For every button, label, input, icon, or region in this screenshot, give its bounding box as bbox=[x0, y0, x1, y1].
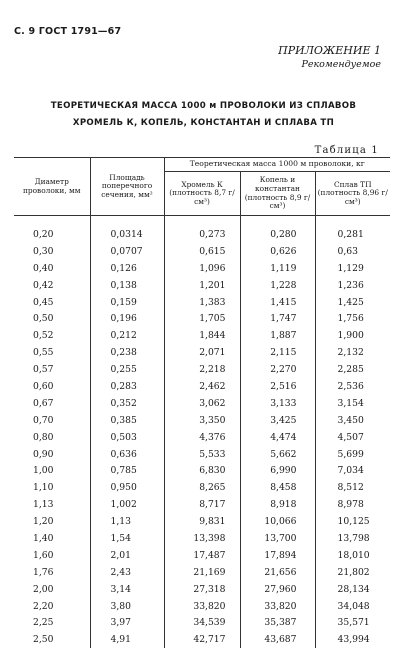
cell-copel: 3,425 bbox=[240, 412, 315, 429]
cell-copel: 43,687 bbox=[240, 631, 315, 648]
cell-area: 0,950 bbox=[90, 479, 164, 496]
table-row bbox=[14, 513, 390, 530]
table-row bbox=[14, 277, 390, 294]
cell-diameter: 0,60 bbox=[14, 378, 90, 395]
cell-chromel: 17,487 bbox=[164, 547, 240, 564]
cell-diameter: 2,20 bbox=[14, 598, 90, 615]
table-row bbox=[14, 598, 390, 615]
header-tp: Сплав ТП (плотность 8,96 г/см³) bbox=[315, 172, 390, 216]
cell-area: 1,13 bbox=[90, 513, 164, 530]
table-row bbox=[14, 496, 390, 513]
table-label: Таблица 1 bbox=[315, 145, 379, 156]
cell-area: 0,238 bbox=[90, 344, 164, 361]
cell-area: 0,126 bbox=[90, 260, 164, 277]
header-area: Площадь поперечного сечения, мм² bbox=[90, 158, 164, 216]
cell-tp: 3,450 bbox=[315, 412, 390, 429]
mass-table bbox=[14, 157, 390, 648]
cell-chromel: 8,717 bbox=[164, 496, 240, 513]
cell-diameter: 0,67 bbox=[14, 395, 90, 412]
cell-tp: 13,798 bbox=[315, 530, 390, 547]
cell-area: 0,0314 bbox=[90, 216, 164, 243]
cell-chromel: 2,462 bbox=[164, 378, 240, 395]
cell-copel: 21,656 bbox=[240, 564, 315, 581]
cell-diameter: 0,42 bbox=[14, 277, 90, 294]
table-row bbox=[14, 462, 390, 479]
cell-chromel: 1,705 bbox=[164, 310, 240, 327]
table-row bbox=[14, 310, 390, 327]
cell-copel: 27,960 bbox=[240, 581, 315, 598]
cell-area: 1,54 bbox=[90, 530, 164, 547]
cell-tp: 0,63 bbox=[315, 243, 390, 260]
cell-tp: 1,900 bbox=[315, 327, 390, 344]
cell-diameter: 0,40 bbox=[14, 260, 90, 277]
cell-tp: 1,756 bbox=[315, 310, 390, 327]
cell-copel: 0,626 bbox=[240, 243, 315, 260]
cell-chromel: 3,062 bbox=[164, 395, 240, 412]
cell-diameter: 0,52 bbox=[14, 327, 90, 344]
cell-tp: 7,034 bbox=[315, 462, 390, 479]
cell-diameter: 0,30 bbox=[14, 243, 90, 260]
cell-copel: 10,066 bbox=[240, 513, 315, 530]
table-row bbox=[14, 344, 390, 361]
cell-chromel: 5,533 bbox=[164, 446, 240, 463]
cell-area: 2,43 bbox=[90, 564, 164, 581]
cell-area: 0,385 bbox=[90, 412, 164, 429]
cell-tp: 1,425 bbox=[315, 294, 390, 311]
cell-chromel: 27,318 bbox=[164, 581, 240, 598]
table-row bbox=[14, 243, 390, 260]
document-title-line-2: ХРОМЕЛЬ К, КОПЕЛЬ, КОНСТАНТАН И СПЛАВА ТП bbox=[0, 115, 407, 132]
cell-tp: 2,536 bbox=[315, 378, 390, 395]
cell-copel: 1,415 bbox=[240, 294, 315, 311]
cell-tp: 34,048 bbox=[315, 598, 390, 615]
cell-diameter: 0,70 bbox=[14, 412, 90, 429]
cell-diameter: 0,90 bbox=[14, 446, 90, 463]
cell-diameter: 0,80 bbox=[14, 429, 90, 446]
cell-area: 3,14 bbox=[90, 581, 164, 598]
table-row bbox=[14, 412, 390, 429]
cell-copel: 8,918 bbox=[240, 496, 315, 513]
cell-area: 2,01 bbox=[90, 547, 164, 564]
cell-area: 0,212 bbox=[90, 327, 164, 344]
cell-chromel: 1,096 bbox=[164, 260, 240, 277]
cell-chromel: 6,830 bbox=[164, 462, 240, 479]
cell-diameter: 1,60 bbox=[14, 547, 90, 564]
table-row bbox=[14, 429, 390, 446]
table-row bbox=[14, 547, 390, 564]
cell-chromel: 4,376 bbox=[164, 429, 240, 446]
header-mass-group: Теоретическая масса 1000 м проволоки, кг bbox=[164, 158, 390, 172]
cell-area: 0,196 bbox=[90, 310, 164, 327]
table-row bbox=[14, 530, 390, 547]
cell-chromel: 2,071 bbox=[164, 344, 240, 361]
table-row bbox=[14, 581, 390, 598]
table-row bbox=[14, 327, 390, 344]
table-row bbox=[14, 260, 390, 277]
cell-tp: 18,010 bbox=[315, 547, 390, 564]
cell-tp: 1,236 bbox=[315, 277, 390, 294]
cell-copel: 1,887 bbox=[240, 327, 315, 344]
table-row bbox=[14, 361, 390, 378]
cell-chromel: 42,717 bbox=[164, 631, 240, 648]
cell-tp: 0,281 bbox=[315, 216, 390, 243]
cell-copel: 1,228 bbox=[240, 277, 315, 294]
table-row bbox=[14, 631, 390, 648]
table-row bbox=[14, 564, 390, 581]
cell-chromel: 0,615 bbox=[164, 243, 240, 260]
cell-area: 0,255 bbox=[90, 361, 164, 378]
page-header: С. 9 ГОСТ 1791—67 bbox=[14, 26, 121, 37]
cell-tp: 2,285 bbox=[315, 361, 390, 378]
cell-copel: 3,133 bbox=[240, 395, 315, 412]
cell-diameter: 0,50 bbox=[14, 310, 90, 327]
cell-area: 1,002 bbox=[90, 496, 164, 513]
cell-copel: 13,700 bbox=[240, 530, 315, 547]
cell-tp: 43,994 bbox=[315, 631, 390, 648]
document-title-line-1: ТЕОРЕТИЧЕСКАЯ МАССА 1000 м ПРОВОЛОКИ ИЗ СПЛАВОВ bbox=[0, 98, 407, 115]
cell-chromel: 1,383 bbox=[164, 294, 240, 311]
table-row bbox=[14, 614, 390, 631]
cell-tp: 2,132 bbox=[315, 344, 390, 361]
cell-chromel: 1,201 bbox=[164, 277, 240, 294]
table-row bbox=[14, 378, 390, 395]
cell-chromel: 9,831 bbox=[164, 513, 240, 530]
appendix-subtitle: Рекомендуемое bbox=[278, 58, 381, 72]
cell-tp: 8,978 bbox=[315, 496, 390, 513]
cell-area: 0,159 bbox=[90, 294, 164, 311]
cell-copel: 35,387 bbox=[240, 614, 315, 631]
cell-tp: 35,571 bbox=[315, 614, 390, 631]
cell-tp: 1,129 bbox=[315, 260, 390, 277]
cell-copel: 2,270 bbox=[240, 361, 315, 378]
cell-diameter: 1,76 bbox=[14, 564, 90, 581]
appendix-title: ПРИЛОЖЕНИЕ 1 bbox=[278, 44, 381, 58]
cell-tp: 28,134 bbox=[315, 581, 390, 598]
cell-area: 0,283 bbox=[90, 378, 164, 395]
cell-tp: 4,507 bbox=[315, 429, 390, 446]
cell-area: 0,636 bbox=[90, 446, 164, 463]
cell-tp: 8,512 bbox=[315, 479, 390, 496]
cell-chromel: 34,539 bbox=[164, 614, 240, 631]
cell-chromel: 21,169 bbox=[164, 564, 240, 581]
cell-tp: 21,802 bbox=[315, 564, 390, 581]
cell-chromel: 33,820 bbox=[164, 598, 240, 615]
cell-chromel: 3,350 bbox=[164, 412, 240, 429]
cell-diameter: 2,00 bbox=[14, 581, 90, 598]
table-row bbox=[14, 216, 390, 243]
cell-diameter: 1,00 bbox=[14, 462, 90, 479]
table-row bbox=[14, 446, 390, 463]
header-chromel: Хромель К (плотность 8,7 г/см³) bbox=[164, 172, 240, 216]
cell-area: 0,0707 bbox=[90, 243, 164, 260]
cell-area: 3,80 bbox=[90, 598, 164, 615]
cell-diameter: 0,55 bbox=[14, 344, 90, 361]
cell-area: 4,91 bbox=[90, 631, 164, 648]
cell-chromel: 13,398 bbox=[164, 530, 240, 547]
cell-diameter: 0,20 bbox=[14, 216, 90, 243]
cell-chromel: 0,273 bbox=[164, 216, 240, 243]
cell-diameter: 0,57 bbox=[14, 361, 90, 378]
document-title bbox=[0, 98, 407, 132]
table-row bbox=[14, 479, 390, 496]
cell-copel: 17,894 bbox=[240, 547, 315, 564]
cell-tp: 3,154 bbox=[315, 395, 390, 412]
cell-chromel: 1,844 bbox=[164, 327, 240, 344]
cell-copel: 33,820 bbox=[240, 598, 315, 615]
cell-copel: 1,119 bbox=[240, 260, 315, 277]
cell-tp: 5,699 bbox=[315, 446, 390, 463]
cell-area: 0,138 bbox=[90, 277, 164, 294]
cell-copel: 2,516 bbox=[240, 378, 315, 395]
cell-diameter: 2,50 bbox=[14, 631, 90, 648]
appendix-block bbox=[278, 44, 381, 72]
cell-copel: 2,115 bbox=[240, 344, 315, 361]
cell-chromel: 8,265 bbox=[164, 479, 240, 496]
cell-area: 0,503 bbox=[90, 429, 164, 446]
header-copel: Копель и константан (плотность 8,9 г/см³) bbox=[240, 172, 315, 216]
cell-copel: 4,474 bbox=[240, 429, 315, 446]
table-row bbox=[14, 294, 390, 311]
cell-diameter: 1,40 bbox=[14, 530, 90, 547]
cell-diameter: 1,20 bbox=[14, 513, 90, 530]
cell-diameter: 2,25 bbox=[14, 614, 90, 631]
cell-diameter: 1,10 bbox=[14, 479, 90, 496]
header-diameter: Диаметр проволоки, мм bbox=[14, 158, 90, 216]
cell-copel: 6,990 bbox=[240, 462, 315, 479]
table-body bbox=[14, 216, 390, 648]
table-row bbox=[14, 395, 390, 412]
cell-chromel: 2,218 bbox=[164, 361, 240, 378]
cell-copel: 0,280 bbox=[240, 216, 315, 243]
cell-area: 0,785 bbox=[90, 462, 164, 479]
cell-diameter: 0,45 bbox=[14, 294, 90, 311]
cell-copel: 8,458 bbox=[240, 479, 315, 496]
cell-copel: 1,747 bbox=[240, 310, 315, 327]
cell-diameter: 1,13 bbox=[14, 496, 90, 513]
cell-tp: 10,125 bbox=[315, 513, 390, 530]
cell-copel: 5,662 bbox=[240, 446, 315, 463]
cell-area: 0,352 bbox=[90, 395, 164, 412]
cell-area: 3,97 bbox=[90, 614, 164, 631]
